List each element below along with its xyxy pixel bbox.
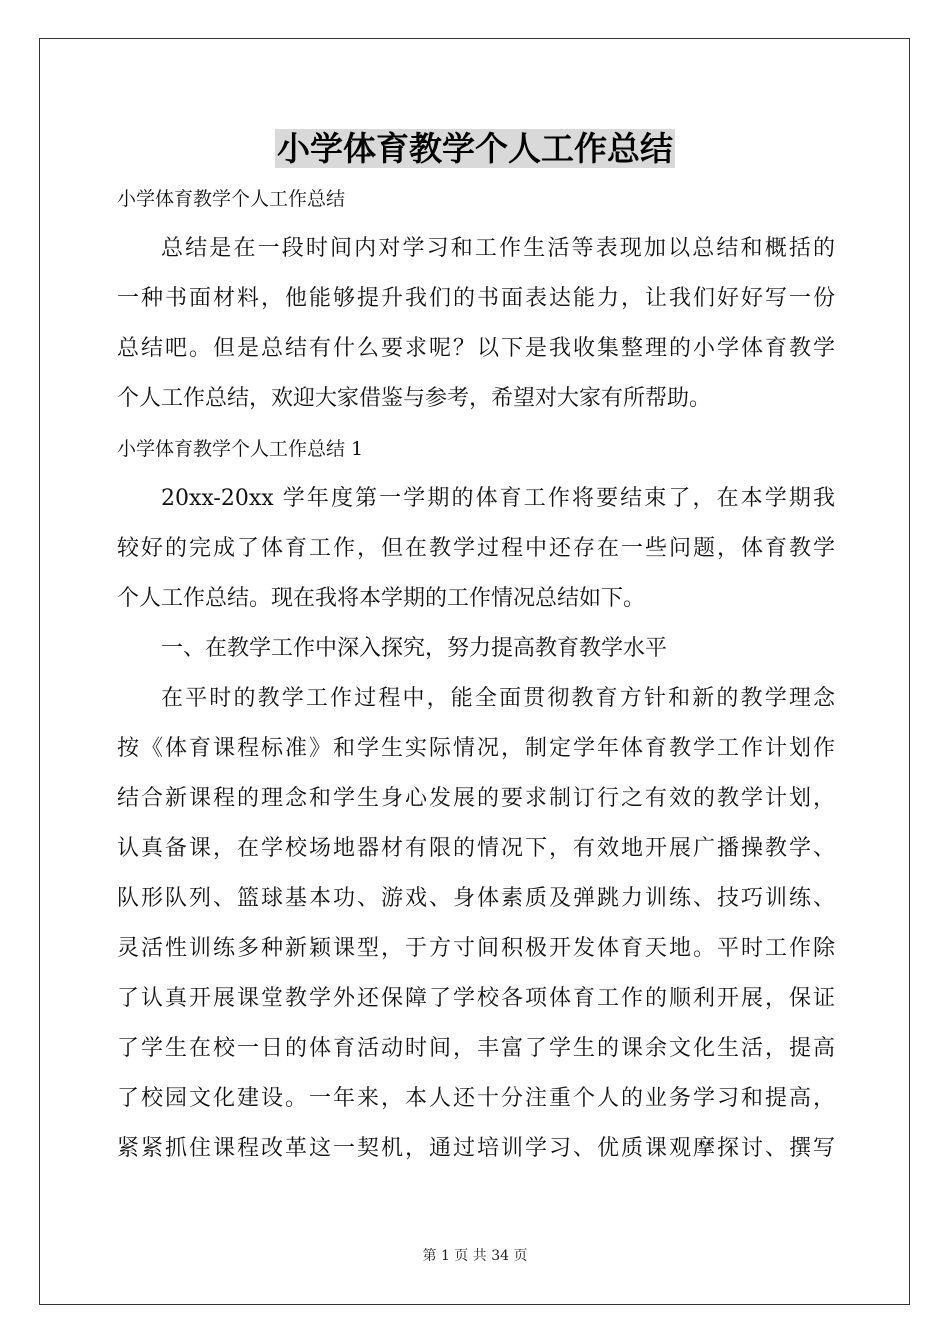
paragraph-line: 20xx-20xx 学年度第一学期的体育工作将要结束了，在本学期我 <box>161 486 835 511</box>
subheading: 一、在教学工作中深入探究，努力提高教育教学水平 <box>161 636 668 661</box>
section-heading: 小学体育教学个人工作总结 1 <box>117 438 364 460</box>
paragraph-line: 了学生在校一日的体育活动时间，丰富了学生的课余文化生活，提高 <box>117 1036 835 1061</box>
intro-line: 总结吧。但是总结有什么要求呢？以下是我收集整理的小学体育教学 <box>117 336 835 361</box>
page-footer: 第 1 页 共 34 页 <box>422 1248 528 1264</box>
paragraph-line: 按《体育课程标准》和学生实际情况，制定学年体育教学工作计划作 <box>117 736 835 761</box>
paragraph-line: 在平时的教学工作过程中，能全面贯彻教育方针和新的教学理念 <box>161 686 835 711</box>
paragraph-line: 较好的完成了体育工作，但在教学过程中还存在一些问题，体育教学 <box>117 536 835 561</box>
intro-line: 一种书面材料，他能够提升我们的书面表达能力，让我们好好写一份 <box>117 286 835 311</box>
document-title <box>0 124 950 174</box>
intro-line: 个人工作总结，欢迎大家借鉴与参考，希望对大家有所帮助。 <box>117 386 712 411</box>
paragraph-line: 了校园文化建设。一年来，本人还十分注重个人的业务学习和提高， <box>117 1086 835 1111</box>
document-title-text: 小学体育教学个人工作总结 <box>277 129 673 168</box>
paragraph-line: 结合新课程的理念和学生身心发展的要求制订行之有效的教学计划， <box>117 786 835 811</box>
intro-line: 总结是在一段时间内对学习和工作生活等表现加以总结和概括的 <box>161 236 835 261</box>
paragraph-line: 了认真开展课堂教学外还保障了学校各项体育工作的顺利开展，保证 <box>117 986 835 1011</box>
paragraph-line: 个人工作总结。现在我将本学期的工作情况总结如下。 <box>117 586 646 611</box>
paragraph-line: 队形队列、篮球基本功、游戏、身体素质及弹跳力训练、技巧训练、 <box>117 886 835 911</box>
paragraph-line: 认真备课，在学校场地器材有限的情况下，有效地开展广播操教学、 <box>117 836 835 861</box>
subtitle: 小学体育教学个人工作总结 <box>117 188 346 210</box>
paragraph-line: 灵活性训练多种新颖课型，于方寸间积极开发体育天地。平时工作除 <box>117 936 835 961</box>
paragraph-line: 紧紧抓住课程改革这一契机，通过培训学习、优质课观摩探讨、撰写 <box>117 1136 835 1161</box>
